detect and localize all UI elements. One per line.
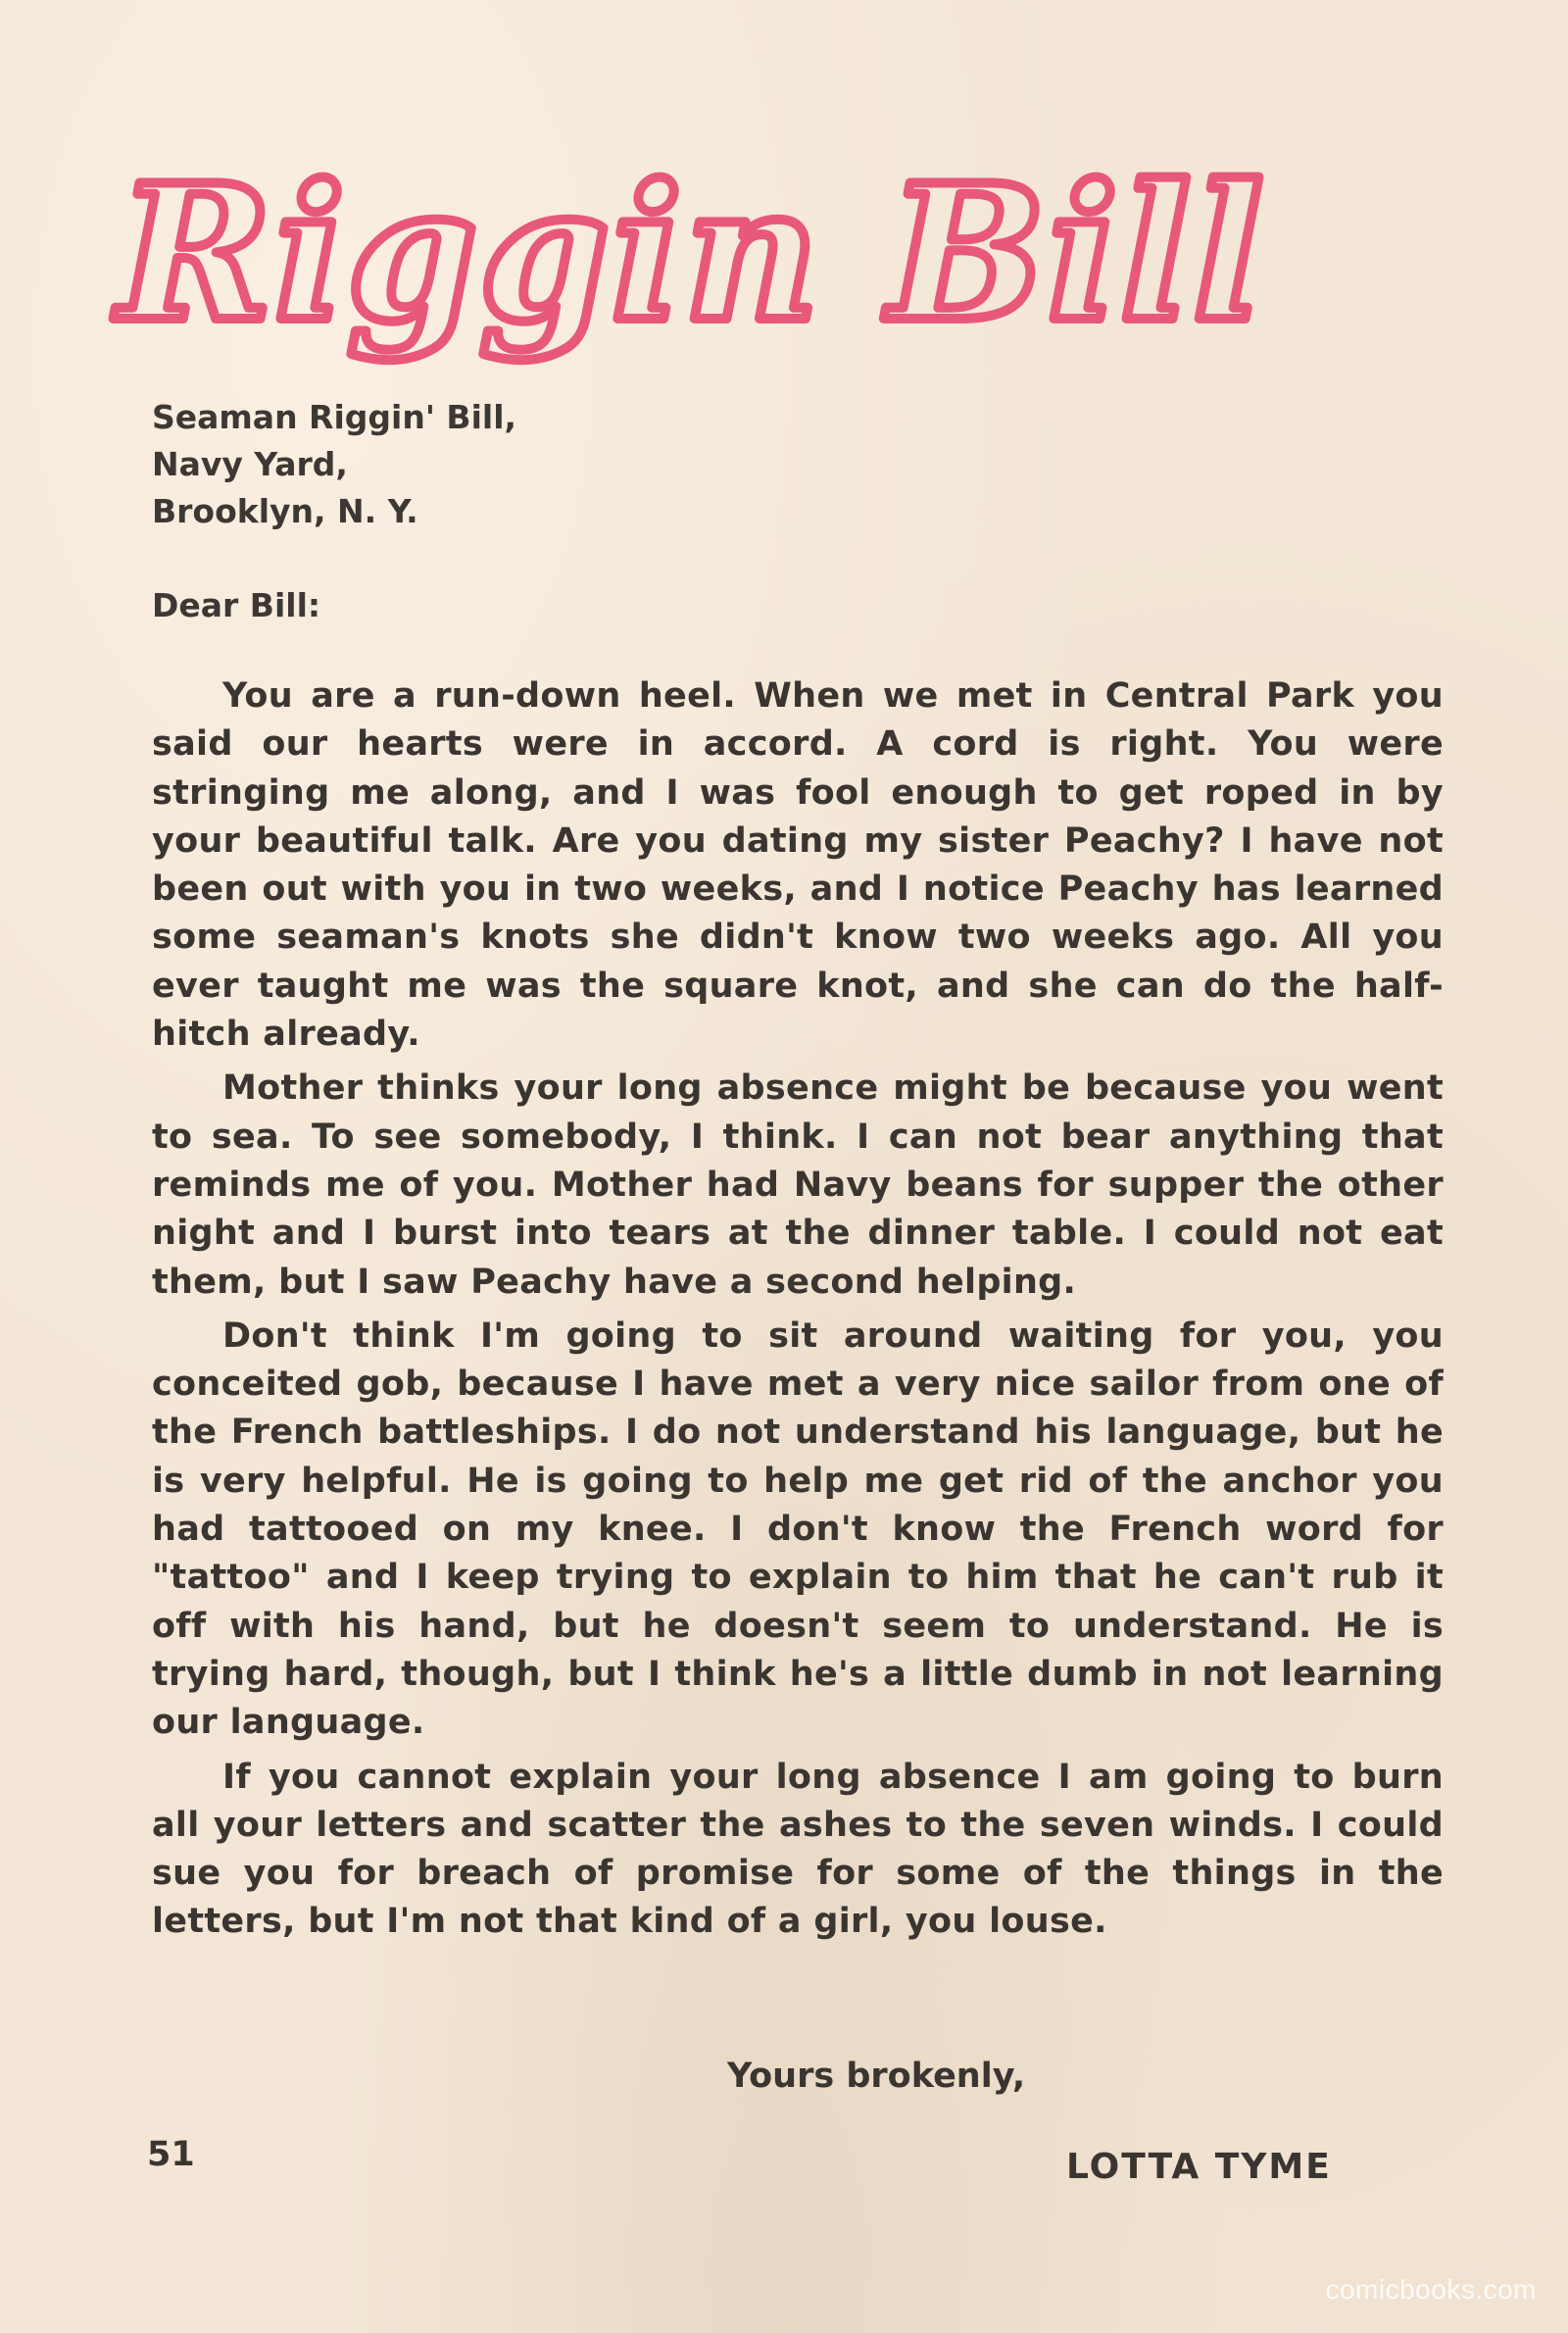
paragraph-4: If you cannot explain your long absence I am going to burn all your letters and scatter the ashes to the seven winds. I could sue you for breach of promise for some of the things in the letters, but I'm not that kind of a girl, you louse. — [152, 1757, 1444, 1942]
paragraph-3: Don't think I'm going to sit around waiting for you, you conceited gob, because I have met a very nice sailor from one of the French battleships. I do not understand his language, but he is very helpful. He is going to help me get rid of the anchor you had tattooed on my knee. I don't know the French word for "tattoo" and I keep trying to explain to him that he can't rub it off with his hand, but he doesn't seem to understand. He is trying hard, though, but I think he's a little dumb in not learning our language. — [152, 1315, 1444, 1743]
signature: LOTTA TYME — [1066, 2147, 1332, 2187]
title-text: Riggin Bill — [118, 147, 1266, 363]
page-number: 51 — [147, 2135, 195, 2174]
letter-body — [152, 672, 1444, 1953]
closing: Yours brokenly, — [727, 2057, 1026, 2096]
address-line-city: Brooklyn, N. Y. — [152, 492, 418, 530]
recipient-address — [152, 394, 516, 535]
salutation: Dear Bill: — [152, 586, 321, 624]
paragraph-1: You are a run-down heel. When we met in Central Park you said our hearts were in accord. A cord is right. You were stringing me along, and I was fool enough to get roped in by your beautiful talk. Are you dating my sister Peachy? I have not been out with you in two weeks, and I notice Peachy has learned some seaman's knots she didn't know two weeks ago. All you ever taught me was the square knot, and she can do the half-hitch already. — [152, 676, 1444, 1055]
watermark: comicbooks.com — [1325, 2274, 1537, 2305]
address-line-location: Navy Yard, — [152, 445, 348, 483]
address-line-name: Seaman Riggin' Bill, — [152, 398, 517, 436]
title-logo — [108, 147, 1450, 382]
paragraph-2: Mother thinks your long absence might be because you went to sea. To see somebody, I think. I can not bear anything that reminds me of you. Mother had Navy beans for supper the other night and I burst into tears at the dinner table. I could not eat them, but I saw Peachy have a second helping. — [152, 1068, 1444, 1302]
